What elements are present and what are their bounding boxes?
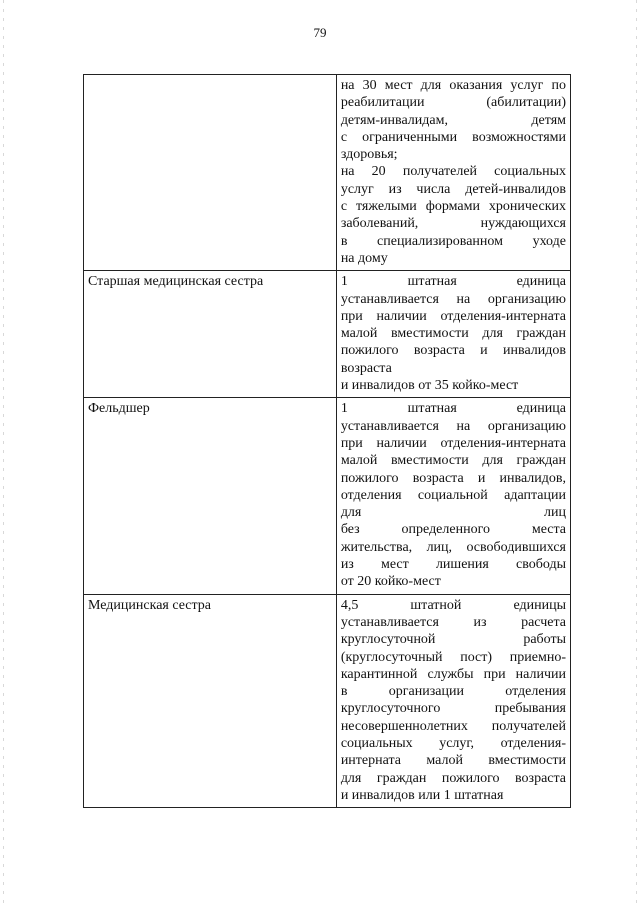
norm-text-line: услуг из числа детей-инвалидов <box>340 181 566 197</box>
norm-text-line: при наличии отделения-интерната <box>340 435 566 451</box>
position-cell <box>84 75 337 271</box>
norm-text-line: в специализированном уходе <box>340 233 566 249</box>
norm-text-line: при наличии отделения-интерната <box>340 308 566 324</box>
norm-text-line: от 20 койко-мест <box>340 574 441 590</box>
staffing-norm-cell <box>336 594 570 808</box>
table-row <box>84 75 571 271</box>
norm-text-line: пожилого возраста и инвалидов <box>340 343 566 359</box>
staffing-norm-cell <box>336 398 570 594</box>
table-row <box>84 594 571 808</box>
norm-text-line: малой вместимости для граждан <box>340 326 566 342</box>
norm-text-line: здоровья; <box>340 147 398 163</box>
norm-text-line: несовершеннолетних получателей <box>340 718 566 734</box>
norm-text-line: и инвалидов от 35 койко-мест <box>340 378 519 394</box>
position-cell <box>84 594 337 808</box>
table-row <box>84 271 571 398</box>
norm-text-line: реабилитации (абилитации) <box>340 95 566 111</box>
norm-text-line: круглосуточного пребывания <box>340 701 566 717</box>
scan-edge-right <box>636 0 637 905</box>
norm-text-line: пожилого возраста и инвалидов, <box>340 470 566 486</box>
staffing-norm-cell <box>336 75 570 271</box>
position-cell <box>84 398 337 594</box>
page-number: 79 <box>313 25 327 40</box>
norm-text-line: для лиц <box>340 505 566 521</box>
position-name: Фельдшер <box>88 401 150 417</box>
norm-text-line: и инвалидов или 1 штатная <box>340 787 504 803</box>
norm-text-line: социальных услуг, отделения- <box>340 735 566 751</box>
staffing-norm-cell <box>336 271 570 398</box>
norm-text-line: малой вместимости для граждан <box>340 453 566 469</box>
norm-text-line: в организации отделения <box>340 684 566 700</box>
staffing-table-body <box>84 75 571 808</box>
scan-edge-left <box>3 0 4 905</box>
norm-text-line: устанавливается из расчета <box>340 614 566 630</box>
norm-text-line: для граждан пожилого возраста <box>340 770 566 786</box>
norm-text-line: интерната малой вместимости <box>340 753 566 769</box>
norm-text-line: с тяжелыми формами хронических <box>340 199 566 215</box>
norm-text-line: 4,5 штатной единицы <box>340 597 566 613</box>
staffing-table <box>83 74 571 808</box>
norm-text-line: карантинной службы при наличии <box>340 666 566 682</box>
norm-text-line: (круглосуточный пост) приемно- <box>340 649 566 665</box>
norm-text-line: 1 штатная единица <box>340 274 566 290</box>
norm-text-line: на дому <box>340 250 388 266</box>
norm-text-line: жительства, лиц, освободившихся <box>340 539 566 555</box>
position-name: Старшая медицинская сестра <box>88 274 264 290</box>
norm-text-line: заболеваний, нуждающихся <box>340 216 566 232</box>
position-cell <box>84 271 337 398</box>
norm-text-line: детям-инвалидам, детям <box>340 112 566 128</box>
norm-text-line: без определенного места <box>340 522 566 538</box>
norm-text-line: с ограниченными возможностями <box>340 129 566 145</box>
position-name: Медицинская сестра <box>88 597 212 613</box>
norm-text-line: устанавливается на организацию <box>340 418 566 434</box>
norm-text-line: 1 штатная единица <box>340 401 566 417</box>
table-row <box>84 398 571 594</box>
norm-text-line: круглосуточной работы <box>340 632 566 648</box>
norm-text-line: на 30 мест для оказания услуг по <box>340 78 566 93</box>
norm-text-line: на 20 получателей социальных <box>340 164 566 180</box>
norm-text-line: устанавливается на организацию <box>340 291 566 307</box>
norm-text-line: возраста <box>340 360 392 376</box>
norm-text-line: из мест лишения свободы <box>340 557 566 573</box>
norm-text-line: отделения социальной адаптации <box>340 487 566 503</box>
